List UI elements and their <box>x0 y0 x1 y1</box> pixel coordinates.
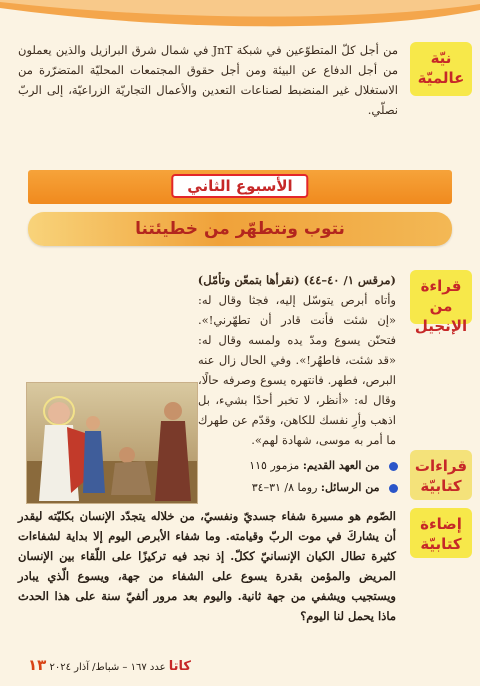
insight-tag <box>410 508 472 558</box>
issue-info: عدد ١٦٧ – شباط/ آذار ٢٠٢٤ <box>49 662 166 673</box>
reading-ref: روما ٨/ ٣١–٣٤ <box>251 481 318 494</box>
bullet-dot-icon <box>389 462 398 471</box>
intention-text: من أجل كلّ المتطوّعين في شبكة JnT في شمال شرق البرازيل والذين يعملون من أجل الدفاع عن البيئة ومن أجل حقوق المجتمعات المحليّة المتضرّرة من الاستغلال غير المنضبط لصناعات التعدين والأعمال التجاريّة الزراعيّة، إلى الربّ نصلّي. <box>18 43 398 117</box>
insight-text: الصّوم هو مسيرة شفاء جسديّ ونفسيّ، من خلاله يتجدّد الإنسان بكليّته ليقدر أن يشاركَ في موت الربّ وقيامته. وما شفاء الأبرص اليوم إلا بداية لشفاءات كثيرة تطال الكيان الإنسانيّ ككلّ. إذ نجد فيه تركيزًا على اللّقاء بين الإنسان المريض والمؤمن بقدرة يسوع على الشفاء من جهة، ويسوع الّذي يبادر ويستجيب ويشفي من جهة ثانية. واليوم بعد مرور ألفيّ سنة على هذا الحدث ماذا يحمل لنا اليوم؟ <box>18 509 396 623</box>
reading-item-epistles <box>252 480 398 496</box>
insight-tag-label: إضاءة كتابيّة <box>420 515 462 553</box>
reading-label: من العهد القديم: <box>302 459 380 472</box>
week-title: الأسبوع الثاني <box>171 174 308 198</box>
page-number: ١٣ <box>28 656 47 674</box>
week-banner <box>28 170 452 204</box>
bullet-dot-icon <box>389 484 398 493</box>
reading-ref: مزمور ١١٥ <box>249 459 300 472</box>
readings-tag-label: قراءات كتابيّة <box>414 457 468 495</box>
jesus-healing-leper-illustration <box>26 382 198 504</box>
subtitle-banner: نتوب ونتطهّر من خطيئتنا <box>28 212 452 246</box>
gospel-text-body: وأتاه أبرص يتوسّل إليه، فجثا وقال له: «إن شئت فأنت قادر أن تطهّرني!». فتحنّن يسوع ومدّ يده ولمسه وقال له: «قد شئت، فاطهُر!». وفي الحال زال عنه البرص، فطهر. فانتهره يسوع وصرفه حالًا، وقال له: «أنظر، لا تخبر أحدًا بشيء، بل اذهب وأرِ نفسك للكاهن، وقدّم عن طهرك ما أمر به موسى، شهادة لهم». <box>198 293 396 447</box>
gospel-tag <box>410 270 472 335</box>
magazine-brand: كاتا <box>168 659 191 674</box>
page-footer <box>20 656 197 674</box>
intention-tag-label: نيّة عالميّة <box>417 49 465 87</box>
reading-item-old-testament <box>249 458 398 474</box>
readings-tag <box>410 450 472 500</box>
intention-tag <box>410 42 472 96</box>
reading-label: من الرسائل: <box>320 481 380 494</box>
gospel-tag-label: قراءة من الإنجيل <box>414 277 468 335</box>
gospel-reference: (مرقس ١/ ٤٠–٤٤) (نقرأها بتمعّن وتأمّل) <box>197 273 396 287</box>
top-wave-decoration <box>0 0 480 34</box>
